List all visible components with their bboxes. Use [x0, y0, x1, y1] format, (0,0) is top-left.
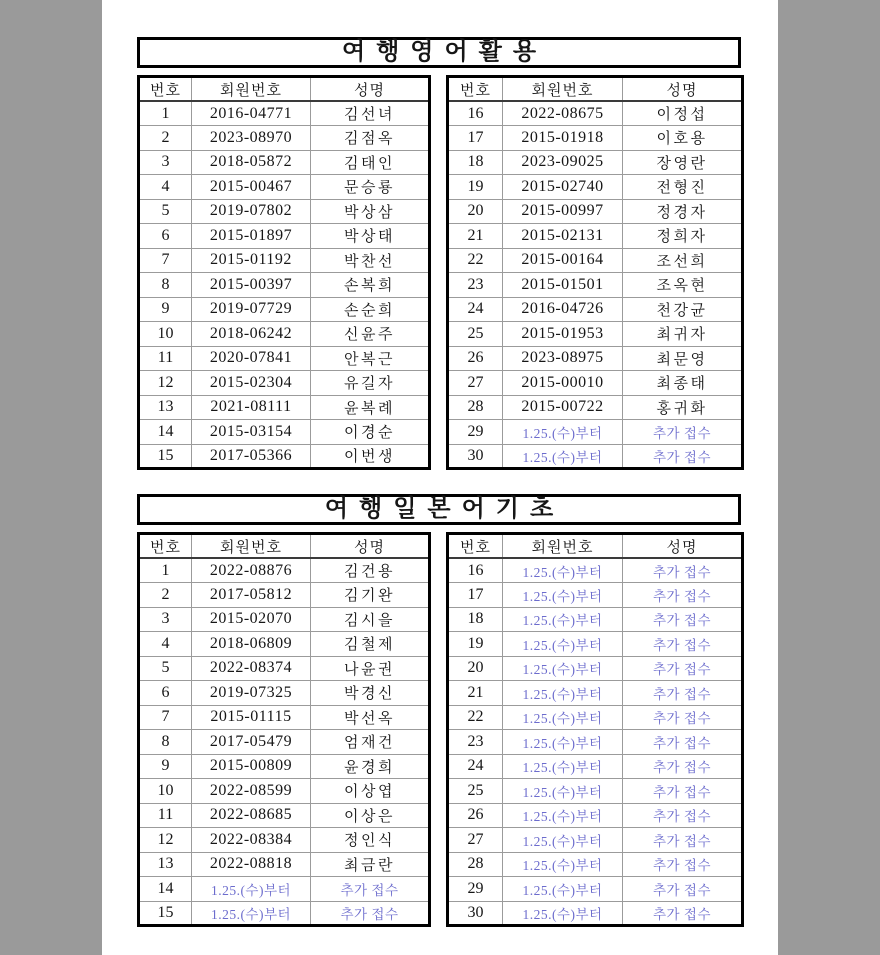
- member-name: 안복근: [311, 346, 430, 371]
- table-row: [448, 607, 743, 632]
- member-id: 2019-07729: [192, 297, 311, 322]
- section-title-english: 여행영어활용: [137, 37, 741, 68]
- member-id: 2015-02304: [192, 371, 311, 396]
- row-number: 7: [139, 705, 192, 730]
- member-id: 2022-08374: [192, 656, 311, 681]
- table-row: [139, 322, 430, 347]
- table-row: [448, 583, 743, 608]
- japanese-roster-table-left: [137, 532, 431, 927]
- member-name: 홍귀화: [623, 395, 743, 420]
- row-number: 27: [448, 828, 503, 853]
- member-id: 2017-05812: [192, 583, 311, 608]
- row-number: 14: [139, 877, 192, 902]
- table-row: [448, 150, 743, 175]
- row-number: 6: [139, 681, 192, 706]
- table-row: [139, 126, 430, 151]
- member-name: 김시을: [311, 607, 430, 632]
- row-number: 23: [448, 273, 503, 298]
- member-id: 1.25.(수)부터: [503, 607, 623, 632]
- member-id: 1.25.(수)부터: [503, 444, 623, 469]
- member-id: 1.25.(수)부터: [192, 901, 311, 926]
- row-number: 27: [448, 371, 503, 396]
- member-name: 추가 접수: [311, 877, 430, 902]
- member-id: 1.25.(수)부터: [503, 754, 623, 779]
- row-number: 22: [448, 248, 503, 273]
- member-id: 2015-00397: [192, 273, 311, 298]
- row-number: 21: [448, 224, 503, 249]
- row-number: 16: [448, 558, 503, 583]
- member-name: 조선희: [623, 248, 743, 273]
- member-id: 2015-01918: [503, 126, 623, 151]
- member-id: 1.25.(수)부터: [503, 877, 623, 902]
- table-row: [139, 681, 430, 706]
- table-row: [139, 656, 430, 681]
- member-id: 2015-01897: [192, 224, 311, 249]
- table-row: [139, 754, 430, 779]
- table-row: [139, 583, 430, 608]
- member-name: 정경자: [623, 199, 743, 224]
- table-row: [139, 199, 430, 224]
- member-id: 2022-08818: [192, 852, 311, 877]
- member-name: 추가 접수: [623, 583, 743, 608]
- member-name: 최종태: [623, 371, 743, 396]
- table-row: [139, 101, 430, 126]
- member-name: 추가 접수: [623, 558, 743, 583]
- member-name: 천강균: [623, 297, 743, 322]
- row-number: 22: [448, 705, 503, 730]
- table-row: [139, 224, 430, 249]
- row-number: 9: [139, 297, 192, 322]
- member-id: 2021-08111: [192, 395, 311, 420]
- member-name: 문승룡: [311, 175, 430, 200]
- row-number: 28: [448, 852, 503, 877]
- row-number: 29: [448, 877, 503, 902]
- table-row: [139, 297, 430, 322]
- member-name: 정인식: [311, 828, 430, 853]
- row-number: 17: [448, 583, 503, 608]
- member-name: 박선옥: [311, 705, 430, 730]
- member-name: 전형진: [623, 175, 743, 200]
- member-id: 1.25.(수)부터: [503, 681, 623, 706]
- member-name: 추가 접수: [623, 656, 743, 681]
- member-name: 신윤주: [311, 322, 430, 347]
- member-name: 손순희: [311, 297, 430, 322]
- member-id: 1.25.(수)부터: [503, 656, 623, 681]
- row-number: 4: [139, 175, 192, 200]
- member-id: 1.25.(수)부터: [503, 852, 623, 877]
- member-id: 1.25.(수)부터: [192, 877, 311, 902]
- row-number: 10: [139, 779, 192, 804]
- member-name: 추가 접수: [623, 779, 743, 804]
- member-id: 2015-01953: [503, 322, 623, 347]
- row-number: 26: [448, 346, 503, 371]
- english-roster-table-left: [137, 75, 431, 470]
- member-id: 2016-04771: [192, 101, 311, 126]
- table-row: [139, 444, 430, 469]
- member-id: 2015-01501: [503, 273, 623, 298]
- table-row: [139, 877, 430, 902]
- member-name: 최귀자: [623, 322, 743, 347]
- col-header-name: 성명: [311, 77, 430, 102]
- table-row: [139, 248, 430, 273]
- row-number: 1: [139, 558, 192, 583]
- member-name: 추가 접수: [623, 901, 743, 926]
- table-row: [448, 828, 743, 853]
- member-name: 이정섭: [623, 101, 743, 126]
- row-number: 15: [139, 901, 192, 926]
- table-row: [139, 420, 430, 445]
- member-name: 김태인: [311, 150, 430, 175]
- header-row: [448, 77, 743, 102]
- member-name: 나윤권: [311, 656, 430, 681]
- member-name: 추가 접수: [623, 730, 743, 755]
- member-id: 2020-07841: [192, 346, 311, 371]
- member-name: 윤경희: [311, 754, 430, 779]
- table-row: [139, 901, 430, 926]
- row-number: 16: [448, 101, 503, 126]
- member-name: 윤복례: [311, 395, 430, 420]
- member-id: 1.25.(수)부터: [503, 420, 623, 445]
- member-id: 2017-05366: [192, 444, 311, 469]
- member-name: 손복희: [311, 273, 430, 298]
- row-number: 20: [448, 656, 503, 681]
- member-id: 2023-09025: [503, 150, 623, 175]
- japanese-roster-table-right: [446, 532, 744, 927]
- row-number: 3: [139, 607, 192, 632]
- table-row: [448, 852, 743, 877]
- header-row: [448, 534, 743, 559]
- col-header-name: 성명: [311, 534, 430, 559]
- member-id: 1.25.(수)부터: [503, 730, 623, 755]
- table-row: [448, 656, 743, 681]
- member-id: 2023-08970: [192, 126, 311, 151]
- row-number: 3: [139, 150, 192, 175]
- member-id: 1.25.(수)부터: [503, 779, 623, 804]
- table-row: [139, 852, 430, 877]
- member-id: 2017-05479: [192, 730, 311, 755]
- member-id: 2015-00010: [503, 371, 623, 396]
- table-row: [139, 779, 430, 804]
- table-row: [448, 877, 743, 902]
- table-row: [139, 371, 430, 396]
- member-id: 2023-08975: [503, 346, 623, 371]
- member-name: 추가 접수: [623, 632, 743, 657]
- table-row: [139, 346, 430, 371]
- row-number: 26: [448, 803, 503, 828]
- col-header-member-id: 회원번호: [503, 77, 623, 102]
- table-row: [139, 558, 430, 583]
- table-row: [448, 248, 743, 273]
- table-row: [448, 730, 743, 755]
- col-header-member-id: 회원번호: [192, 534, 311, 559]
- member-id: 2015-00722: [503, 395, 623, 420]
- table-row: [139, 803, 430, 828]
- header-row: [139, 534, 430, 559]
- member-name: 김기완: [311, 583, 430, 608]
- member-name: 박경신: [311, 681, 430, 706]
- member-name: 김철제: [311, 632, 430, 657]
- table-row: [448, 705, 743, 730]
- table-row: [139, 395, 430, 420]
- section-title-japanese: 여행일본어기초: [137, 494, 741, 525]
- col-header-number: 번호: [139, 534, 192, 559]
- member-name: 최금란: [311, 852, 430, 877]
- row-number: 17: [448, 126, 503, 151]
- member-name: 추가 접수: [623, 803, 743, 828]
- row-number: 25: [448, 322, 503, 347]
- table-row: [448, 371, 743, 396]
- member-name: 이호용: [623, 126, 743, 151]
- row-number: 2: [139, 583, 192, 608]
- table-row: [448, 224, 743, 249]
- member-id: 2015-03154: [192, 420, 311, 445]
- member-id: 2015-02070: [192, 607, 311, 632]
- table-row: [139, 828, 430, 853]
- member-id: 1.25.(수)부터: [503, 705, 623, 730]
- member-name: 추가 접수: [623, 754, 743, 779]
- row-number: 24: [448, 297, 503, 322]
- row-number: 13: [139, 395, 192, 420]
- member-name: 이상은: [311, 803, 430, 828]
- table-row: [139, 607, 430, 632]
- member-name: 이상엽: [311, 779, 430, 804]
- table-row: [139, 273, 430, 298]
- member-name: 추가 접수: [623, 852, 743, 877]
- row-number: 14: [139, 420, 192, 445]
- table-row: [139, 150, 430, 175]
- member-name: 추가 접수: [623, 420, 743, 445]
- table-row: [448, 901, 743, 926]
- row-number: 1: [139, 101, 192, 126]
- member-name: 김선녀: [311, 101, 430, 126]
- row-number: 5: [139, 199, 192, 224]
- table-row: [448, 754, 743, 779]
- member-name: 장영란: [623, 150, 743, 175]
- table-row: [448, 199, 743, 224]
- row-number: 6: [139, 224, 192, 249]
- member-name: 김건용: [311, 558, 430, 583]
- row-number: 25: [448, 779, 503, 804]
- member-id: 1.25.(수)부터: [503, 828, 623, 853]
- member-id: 2015-00164: [503, 248, 623, 273]
- row-number: 11: [139, 346, 192, 371]
- member-name: 추가 접수: [623, 705, 743, 730]
- row-number: 7: [139, 248, 192, 273]
- col-header-number: 번호: [448, 534, 503, 559]
- member-id: 2015-01115: [192, 705, 311, 730]
- row-number: 20: [448, 199, 503, 224]
- member-name: 추가 접수: [623, 681, 743, 706]
- row-number: 19: [448, 632, 503, 657]
- member-id: 2019-07802: [192, 199, 311, 224]
- header-row: [139, 77, 430, 102]
- table-row: [448, 444, 743, 469]
- member-id: 1.25.(수)부터: [503, 558, 623, 583]
- member-id: 1.25.(수)부터: [503, 632, 623, 657]
- table-row: [448, 420, 743, 445]
- row-number: 28: [448, 395, 503, 420]
- member-id: 2022-08599: [192, 779, 311, 804]
- member-id: 1.25.(수)부터: [503, 583, 623, 608]
- member-id: 2015-02740: [503, 175, 623, 200]
- member-name: 엄재건: [311, 730, 430, 755]
- member-name: 박찬선: [311, 248, 430, 273]
- table-row: [448, 297, 743, 322]
- table-row: [448, 175, 743, 200]
- member-name: 박상삼: [311, 199, 430, 224]
- row-number: 13: [139, 852, 192, 877]
- member-name: 추가 접수: [623, 444, 743, 469]
- member-name: 박상태: [311, 224, 430, 249]
- row-number: 12: [139, 371, 192, 396]
- member-id: 1.25.(수)부터: [503, 803, 623, 828]
- member-name: 이경순: [311, 420, 430, 445]
- member-name: 조옥현: [623, 273, 743, 298]
- member-id: 2022-08384: [192, 828, 311, 853]
- member-id: 2022-08876: [192, 558, 311, 583]
- row-number: 8: [139, 730, 192, 755]
- row-number: 18: [448, 150, 503, 175]
- row-number: 24: [448, 754, 503, 779]
- row-number: 19: [448, 175, 503, 200]
- member-id: 2022-08685: [192, 803, 311, 828]
- member-id: 2015-00997: [503, 199, 623, 224]
- member-name: 추가 접수: [623, 828, 743, 853]
- member-id: 2015-00467: [192, 175, 311, 200]
- row-number: 21: [448, 681, 503, 706]
- member-id: 1.25.(수)부터: [503, 901, 623, 926]
- member-name: 이번생: [311, 444, 430, 469]
- member-id: 2015-02131: [503, 224, 623, 249]
- table-row: [448, 803, 743, 828]
- col-header-number: 번호: [139, 77, 192, 102]
- member-id: 2015-01192: [192, 248, 311, 273]
- row-number: 2: [139, 126, 192, 151]
- row-number: 15: [139, 444, 192, 469]
- col-header-name: 성명: [623, 77, 743, 102]
- table-row: [139, 705, 430, 730]
- row-number: 18: [448, 607, 503, 632]
- row-number: 10: [139, 322, 192, 347]
- row-number: 9: [139, 754, 192, 779]
- member-name: 유길자: [311, 371, 430, 396]
- member-name: 추가 접수: [311, 901, 430, 926]
- row-number: 30: [448, 444, 503, 469]
- member-name: 정희자: [623, 224, 743, 249]
- row-number: 30: [448, 901, 503, 926]
- member-name: 김점옥: [311, 126, 430, 151]
- table-row: [139, 730, 430, 755]
- table-row: [448, 101, 743, 126]
- member-id: 2022-08675: [503, 101, 623, 126]
- row-number: 29: [448, 420, 503, 445]
- row-number: 12: [139, 828, 192, 853]
- table-row: [139, 632, 430, 657]
- col-header-number: 번호: [448, 77, 503, 102]
- col-header-member-id: 회원번호: [503, 534, 623, 559]
- member-id: 2018-06809: [192, 632, 311, 657]
- table-row: [448, 681, 743, 706]
- row-number: 4: [139, 632, 192, 657]
- table-row: [448, 273, 743, 298]
- member-id: 2015-00809: [192, 754, 311, 779]
- member-name: 최문영: [623, 346, 743, 371]
- member-id: 2019-07325: [192, 681, 311, 706]
- table-row: [448, 322, 743, 347]
- document-page: [102, 0, 778, 955]
- table-row: [448, 346, 743, 371]
- col-header-name: 성명: [623, 534, 743, 559]
- table-row: [448, 779, 743, 804]
- table-row: [448, 632, 743, 657]
- member-id: 2018-06242: [192, 322, 311, 347]
- member-name: 추가 접수: [623, 877, 743, 902]
- row-number: 5: [139, 656, 192, 681]
- col-header-member-id: 회원번호: [192, 77, 311, 102]
- english-roster-table-right: [446, 75, 744, 470]
- member-id: 2018-05872: [192, 150, 311, 175]
- member-name: 추가 접수: [623, 607, 743, 632]
- member-id: 2016-04726: [503, 297, 623, 322]
- table-row: [448, 395, 743, 420]
- table-row: [139, 175, 430, 200]
- table-row: [448, 558, 743, 583]
- row-number: 23: [448, 730, 503, 755]
- row-number: 11: [139, 803, 192, 828]
- table-row: [448, 126, 743, 151]
- row-number: 8: [139, 273, 192, 298]
